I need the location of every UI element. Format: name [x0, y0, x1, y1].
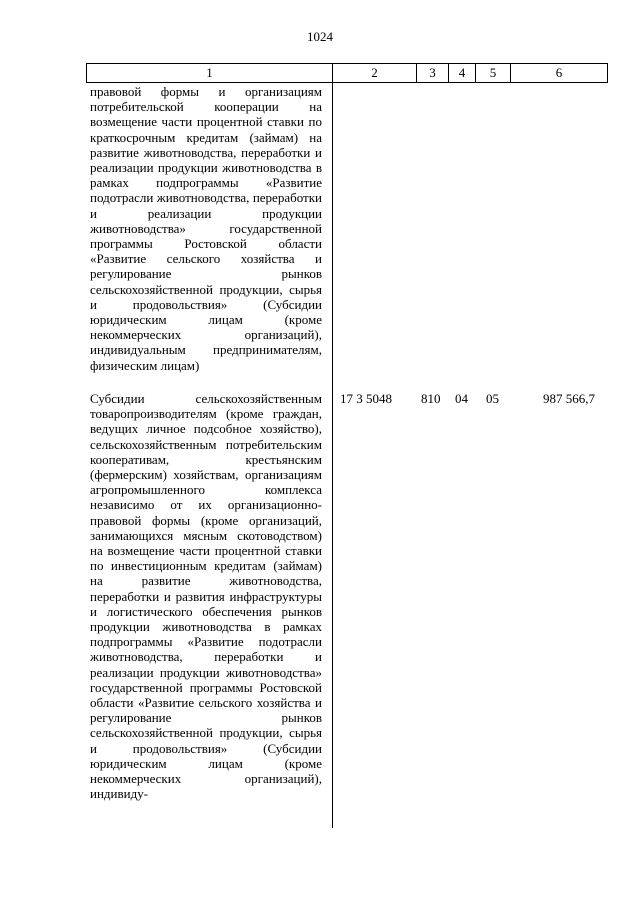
header-col-6: 6 — [555, 65, 563, 80]
header-col-1: 1 — [87, 64, 333, 82]
row-pr-code: 05 — [486, 391, 499, 406]
row-rz-code: 04 — [455, 391, 468, 406]
row-vr-code: 810 — [421, 391, 441, 406]
column-divider — [332, 83, 333, 828]
header-col-2: 2 — [333, 64, 417, 82]
header-col-5: 5 — [476, 64, 511, 82]
page-number: 1024 — [307, 29, 333, 44]
row-csr-code: 17 3 5048 — [340, 391, 392, 406]
continued-row-name: правовой формы и организациям потребительской кооперации на возмещение части процентной ставки по краткосрочным кредитам (займам) на развитие животноводства, переработки и реализации продукции животноводства в рамках подпрограммы «Развитие подотрасли животноводства, переработки и реализации продукции животноводства» государственной программы Ростовской области «Развитие сельского хозяйства и регулирование рынков сельскохозяйственной продукции, сырья и продовольствия» (Субсидии юридическим лицам (кроме некоммерческих организаций), индивидуальным предпринимателям, физическим лицам) — [90, 84, 322, 373]
header-col-3: 3 — [417, 64, 449, 82]
table-header — [86, 63, 608, 83]
header-col-4: 4 — [449, 64, 476, 82]
row-sum: 987 566,7 — [543, 391, 595, 406]
row-name: Субсидии сельскохозяйственным товаропроизводителям (кроме граждан, ведущих личное подсобное хозяйство), сельскохозяйственным потребительским кооперативам, крестьянским (фермерским) хозяйствам, организациям агропромышленного комплекса независимо от их организационно-правовой формы (кроме организаций, занимающихся мясным скотоводством) на возмещение части процентной ставки по инвестиционным кредитам (займам) на развитие животноводства, переработки и развития инфраструктуры и логистического обеспечения рынков продукции животноводства в рамках подпрограммы «Развитие подотрасли животноводства, переработки и реализации продукции животноводства» государственной программы Ростовской области «Развитие сельского хозяйства и регулирование рынков сельскохозяйственной продукции, сырья и продовольствия» (Субсидии юридическим лицам (кроме некоммерческих организаций), индивиду- — [90, 391, 322, 802]
